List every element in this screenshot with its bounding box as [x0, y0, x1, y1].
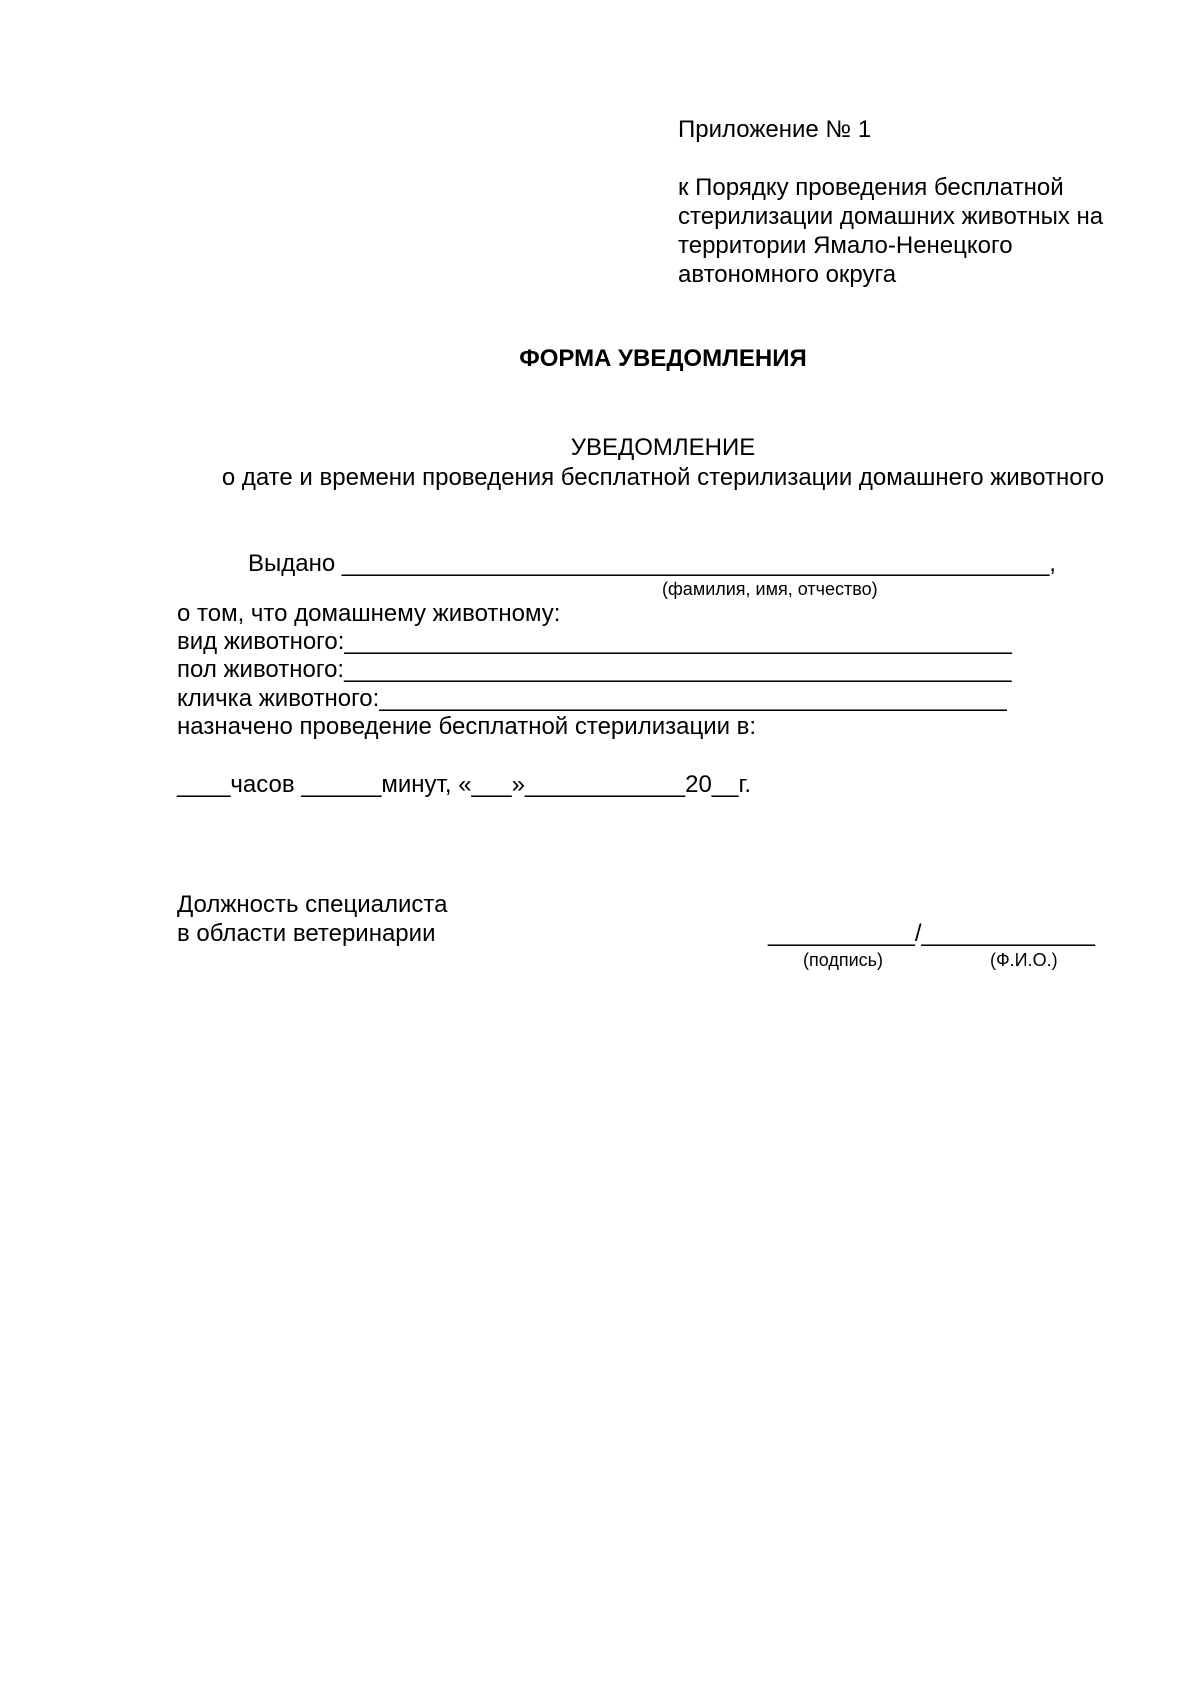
appendix-reference-line: к Порядку проведения бесплатной: [678, 174, 1064, 201]
specialist-position-line: в области ветеринарии: [177, 920, 436, 947]
about-animal-line: о том, что домашнему животному:: [177, 600, 561, 627]
full-name-hint: (Ф.И.О.): [990, 950, 1058, 970]
scheduled-line: назначено проведение бесплатной стерилизации в:: [177, 713, 757, 740]
form-title: ФОРМА УВЕДОМЛЕНИЯ: [519, 345, 807, 372]
issued-to-line: Выдано _____________________________________________________,: [248, 550, 1056, 577]
animal-sex-line: пол животного:__________________________________________________: [177, 656, 1012, 683]
specialist-position-line: Должность специалиста: [177, 891, 448, 918]
issued-to-hint: (фамилия, имя, отчество): [662, 579, 878, 599]
notice-heading: УВЕДОМЛЕНИЕ: [570, 434, 756, 461]
date-time-line: ____часов ______минут, «___»____________20__г.: [177, 771, 751, 798]
appendix-reference-line: стерилизации домашних животных на: [678, 203, 1104, 230]
notice-subheading: о дате и времени проведения бесплатной стерилизации домашнего животного: [221, 464, 1105, 491]
animal-name-line: кличка животного:_______________________________________________: [177, 685, 1007, 712]
signature-hint: (подпись): [803, 950, 884, 970]
appendix-number: Приложение № 1: [678, 116, 872, 143]
animal-species-line: вид животного:__________________________________________________: [177, 628, 1012, 655]
signature-line: ___________/_____________: [768, 920, 1096, 947]
appendix-reference-line: территории Ямало-Ненецкого: [678, 232, 1013, 259]
appendix-reference-line: автономного округа: [678, 261, 897, 288]
